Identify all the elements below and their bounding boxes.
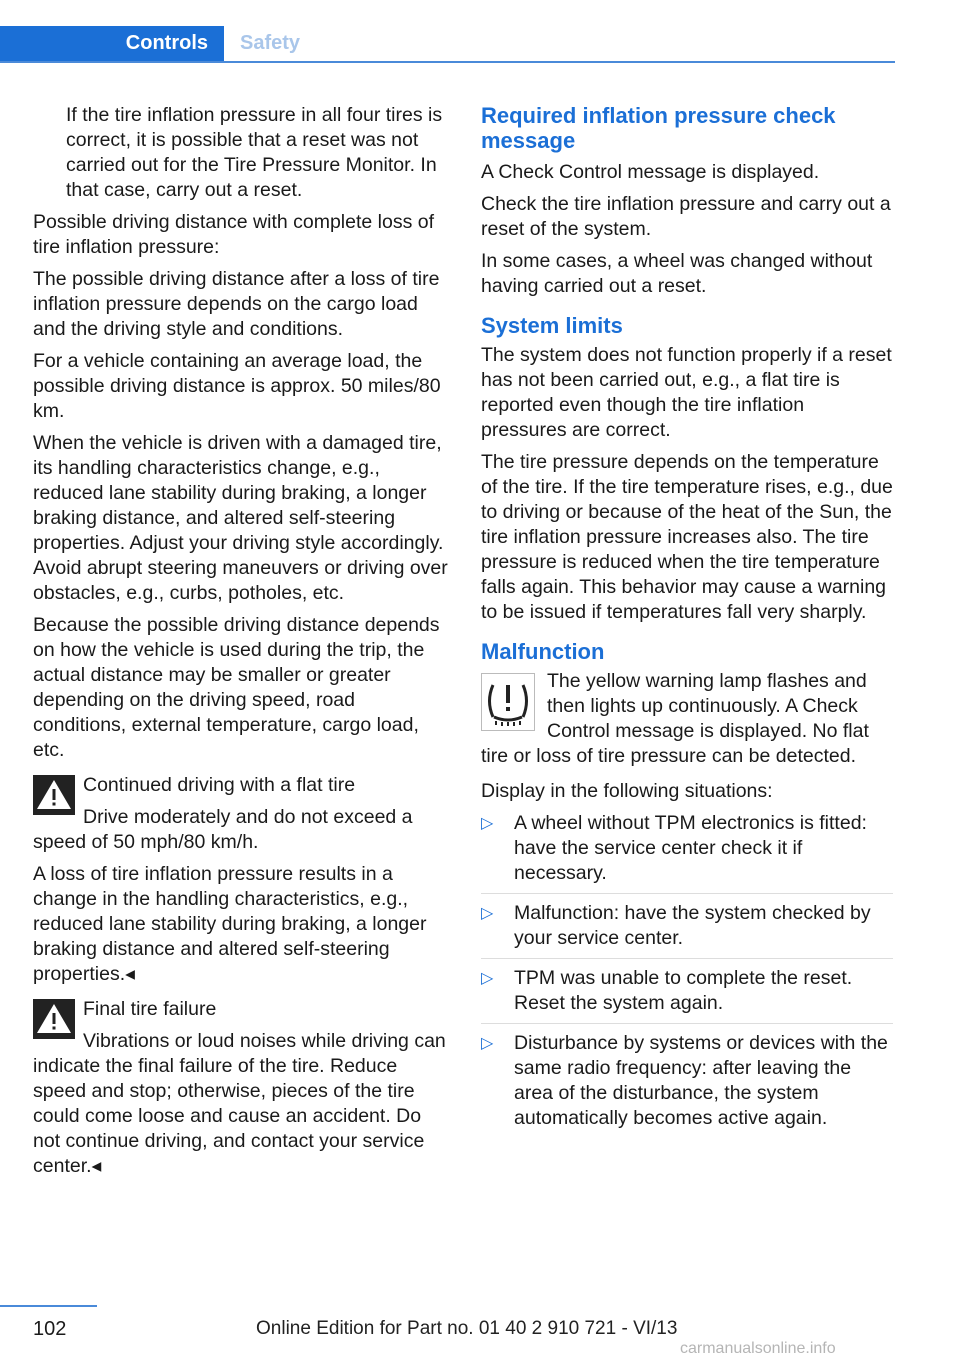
driving-distance-intro: Possible driving distance with complete loss of tire inflation pressure: [33, 211, 435, 258]
warning-triangle-icon [33, 999, 75, 1039]
display-situations: Display in the following situations: [481, 780, 773, 802]
bullet-triangle-icon: ▷ [481, 970, 494, 987]
bullet-triangle-icon: ▷ [481, 1035, 494, 1052]
situations-list [481, 811, 893, 1138]
actual-distance-note: Because the possible driving distance depends on how the vehicle is used during the trip, the actual distance may be smaller or greater depending on the driving speed, road conditions, external temperature, cargo load, etc. [33, 614, 440, 761]
footer-rule [0, 1305, 97, 1307]
system-limits-temperature: The tire pressure depends on the temperature of the tire. If the tire temperature rises, e.g., due to driving or because of the heat of the Sun, the tire inflation pressure increases also. The tire pressure is reduced when the tire temperature falls again. This behavior may cause a warning to be issued if temperatures fall very sharply. [481, 451, 893, 623]
list-item: ▷ TPM was unable to complete the reset. Reset the system again. [481, 966, 893, 1024]
check-control-displayed: A Check Control message is displayed. [481, 161, 820, 183]
bullet-triangle-icon: ▷ [481, 815, 494, 832]
wheel-changed-note: In some cases, a wheel was changed without having carried out a reset. [481, 250, 873, 297]
system-limits-reset: The system does not function properly if a reset has not been carried out, e.g., a flat tire is reported even though the tire inflation pressures are correct. [481, 344, 892, 441]
heading-malfunction: Malfunction [481, 639, 605, 664]
reset-note: If the tire inflation pressure in all four tires is correct, it is possible that a reset was not carried out for the Tire Pressure Monitor. In that case, carry out a reset. [66, 104, 443, 201]
bullet-triangle-icon: ▷ [481, 905, 494, 922]
section-tabs [0, 26, 895, 63]
damaged-tire-handling: When the vehicle is driven with a damaged tire, its handling characteristics change, e.g., reduced lane stability during braking, a longer braking distance, and altered self-steering properties. Adjust your driving style accordingly. Avoid abrupt steering maneuvers or driving over obstacles, e.g., curbs, potholes, etc. [33, 432, 448, 604]
warning-final-failure-title: Final tire failure [83, 998, 217, 1020]
edition-label: Online Edition for Part no. 01 40 2 910 721 - VI/13 [256, 1318, 678, 1339]
warning-flat-tire-text2: A loss of tire inflation pressure results in a change in the handling characteristics, e.g., reduced lane stability during braking, a longer braking distance and altered self-steering properties.◂ [33, 863, 427, 985]
warning-flat-tire-text: Drive moderately and do not exceed a speed of 50 mph/80 km/h. [33, 806, 413, 853]
warning-triangle-icon [33, 775, 75, 815]
tab-controls[interactable]: Controls [0, 26, 224, 61]
list-item: ▷ Malfunction: have the system checked by your service center. [481, 901, 893, 959]
tire-pressure-warning-icon [481, 673, 535, 731]
warning-flat-tire-title: Continued driving with a flat tire [83, 774, 356, 796]
check-and-reset: Check the tire inflation pressure and carry out a reset of the system. [481, 193, 891, 240]
page-number: 102 [33, 1318, 67, 1340]
tab-safety[interactable]: Safety [240, 32, 301, 54]
list-item: ▷ Disturbance by systems or devices with the same radio frequency: after leaving the area of the disturbance, the system automatically becomes active again. [481, 1032, 888, 1129]
list-item: ▷ A wheel without TPM electronics is fitted: have the service center check it if necessary. [481, 811, 893, 894]
malfunction-text: The yellow warning lamp flashes and then lights up continuously. A Check Control message is displayed. No flat tire or loss of tire pressure can be detected. [481, 670, 869, 767]
driving-distance-depends: The possible driving distance after a loss of tire inflation pressure depends on the cargo load and the driving style and conditions. [33, 268, 440, 340]
watermark: carmanualsonline.info [680, 1340, 836, 1357]
heading-system-limits: System limits [481, 313, 623, 338]
warning-flat-tire [33, 773, 448, 987]
average-load-distance: For a vehicle containing an average load, the possible driving distance is approx. 50 miles/80 km. [33, 350, 441, 422]
heading-required-check: Required inflation pressure check message [481, 103, 836, 153]
warning-final-failure-text: Vibrations or loud noises while driving can indicate the final failure of the tire. Reduce speed and stop; otherwise, pieces of the tire could come loose and cause an accident. Do not continue driving, and contact your service center.◂ [33, 1030, 446, 1177]
left-column [33, 103, 448, 1186]
malfunction-block [481, 669, 893, 769]
right-column [481, 103, 893, 1145]
warning-final-failure [33, 997, 448, 1179]
